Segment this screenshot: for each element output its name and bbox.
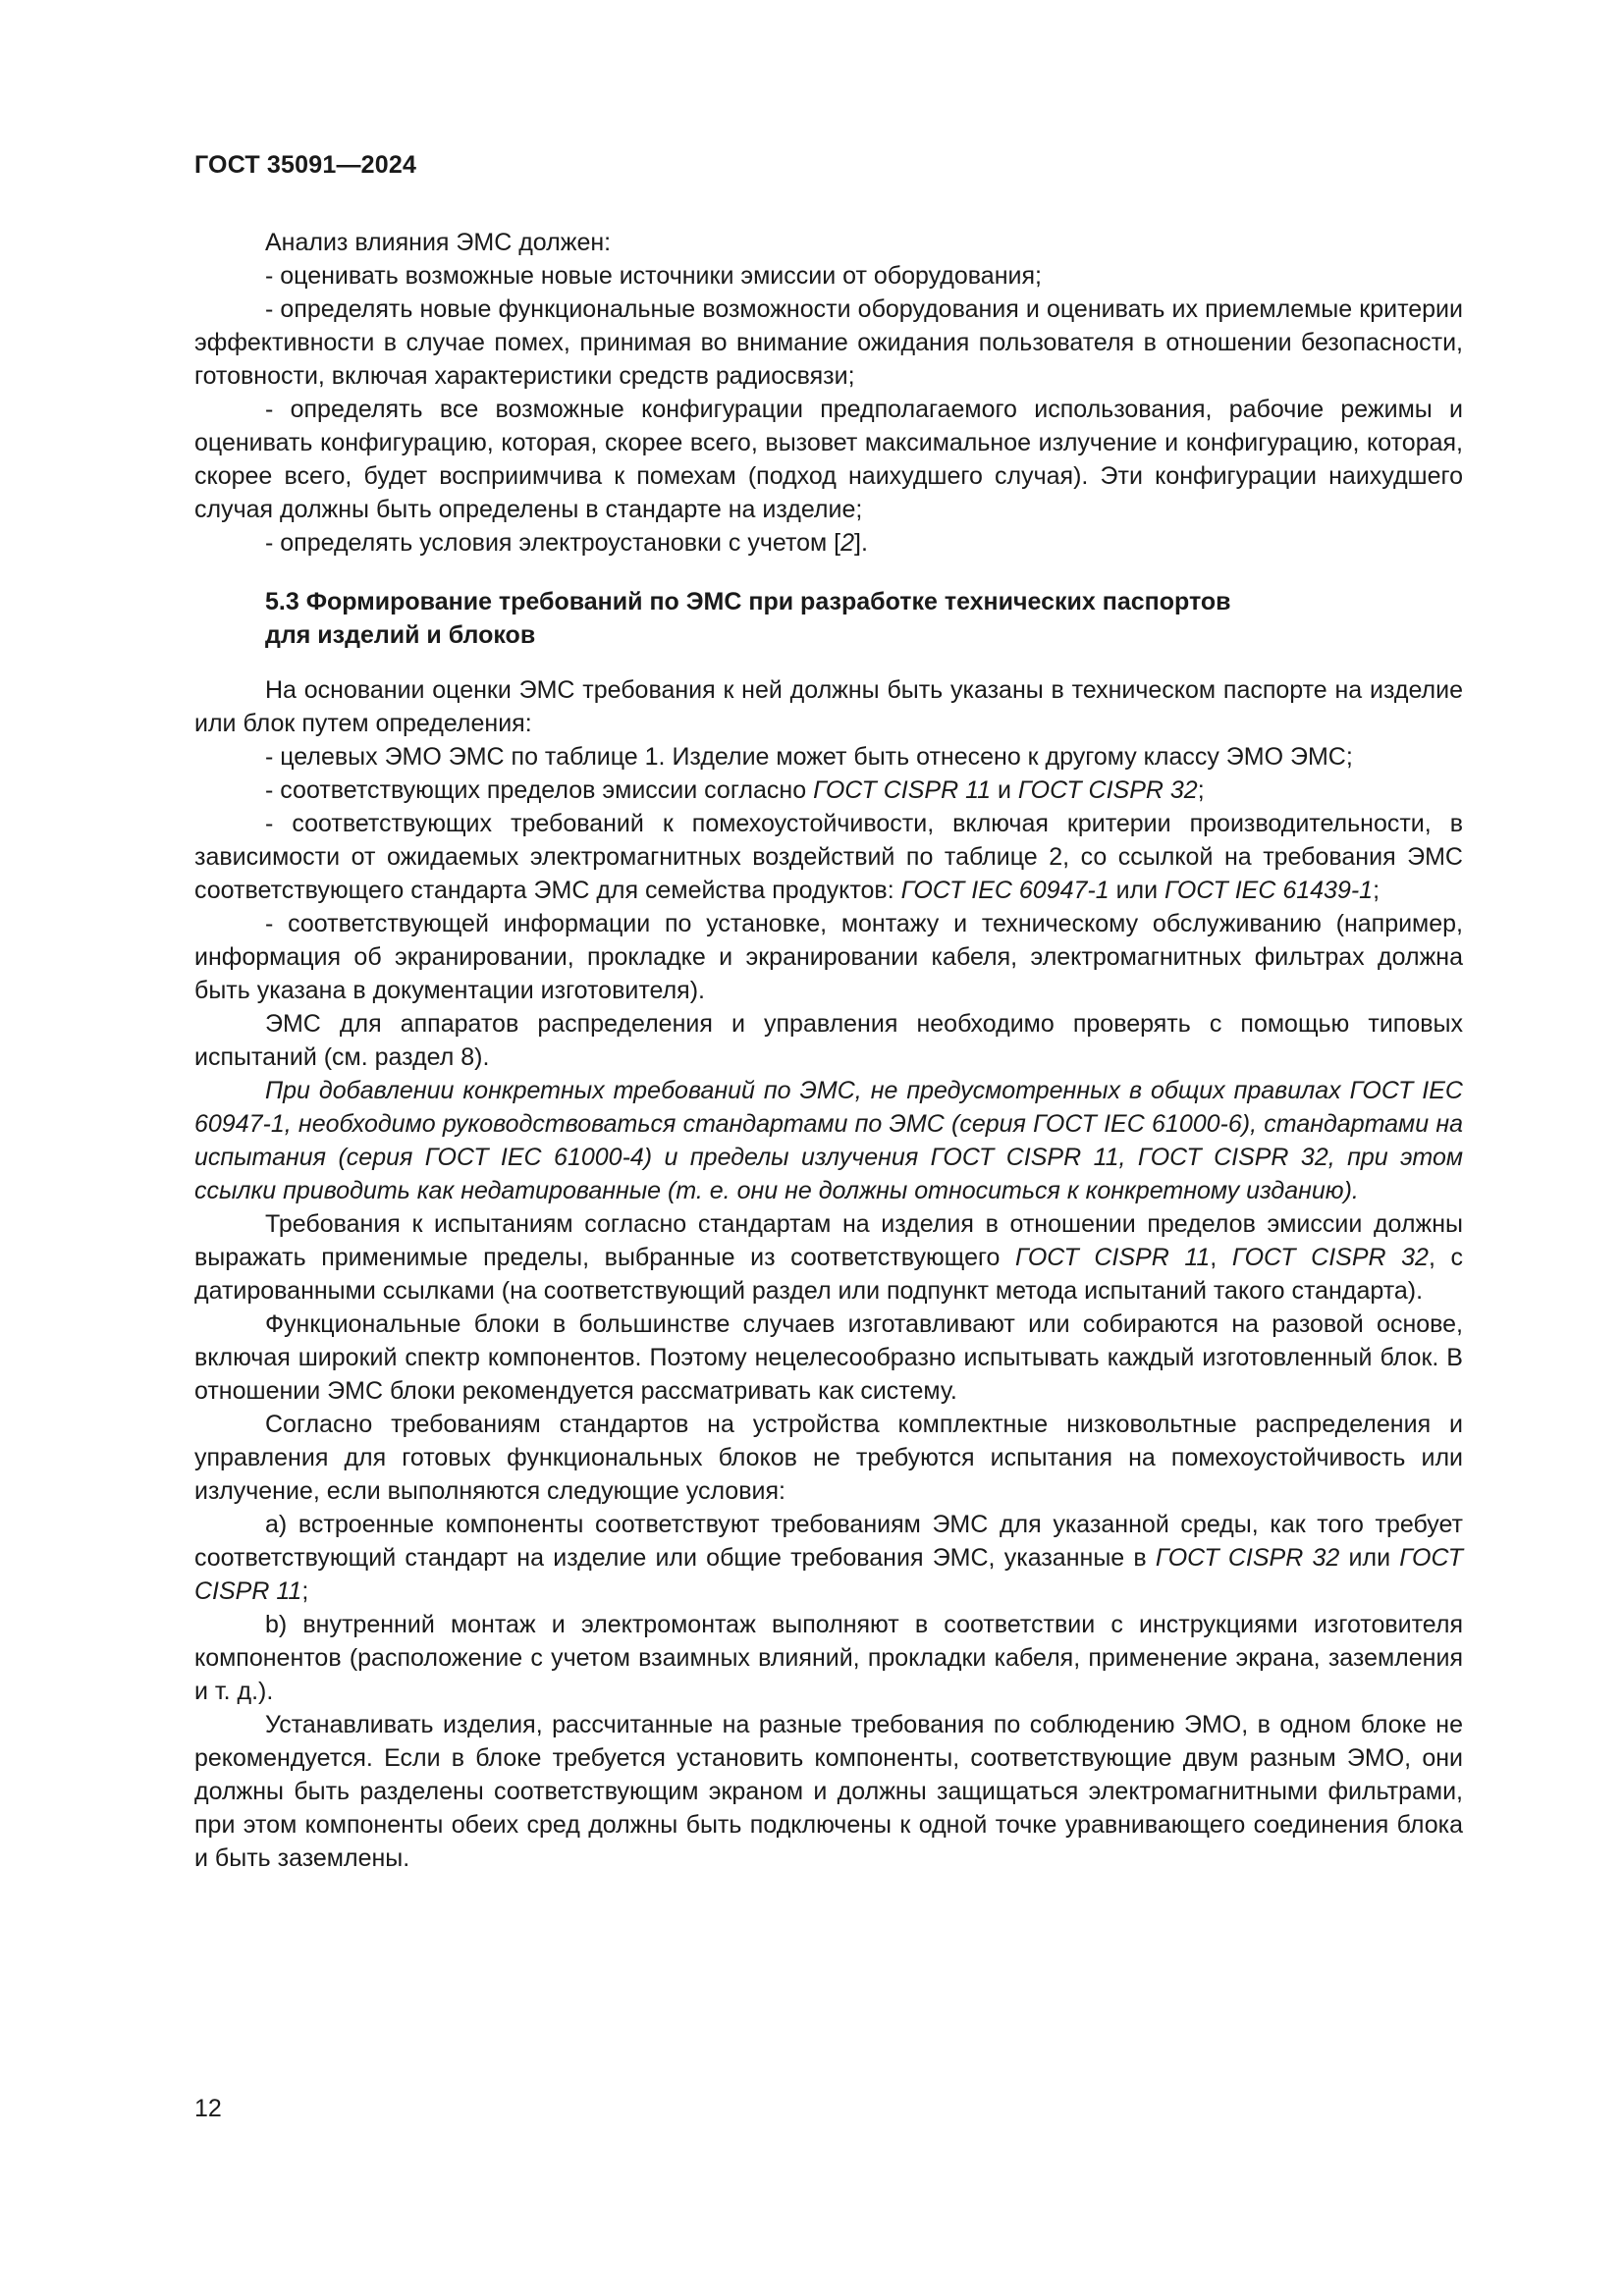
text-span: и [991, 776, 1018, 804]
section-heading-line: для изделий и блоков [265, 621, 536, 649]
paragraph: На основании оценки ЭМС требования к ней должны быть указаны в техническом паспорте на изделие или блок путем определения: [194, 676, 1463, 737]
text-span: или [1339, 1544, 1400, 1572]
list-item: b) внутренний монтаж и электромонтаж выполняют в соответствии с инструкциями изготовителя компонентов (расположение с учетом взаимных влияний, прокладки кабеля, применение экрана, заземления и т. д.). [194, 1611, 1463, 1705]
standard-reference: ГОСТ IEC 60947-1 [900, 877, 1110, 904]
list-item [194, 526, 1463, 560]
document-header: ГОСТ 35091—2024 [194, 151, 417, 179]
reference-number: 2 [840, 529, 855, 557]
text-span: или [1109, 877, 1165, 904]
standard-reference: ГОСТ IEC 61439-1 [1164, 877, 1374, 904]
paragraph: ЭМС для аппаратов распределения и управления необходимо проверять с помощью типовых испытаний (см. раздел 8). [194, 1010, 1463, 1071]
standard-reference: ГОСТ CISPR 11 [194, 1544, 1463, 1605]
list-item: - оценивать возможные новые источники эмиссии от оборудования; [265, 262, 1042, 290]
text-span: - соответствующих пределов эмиссии согласно [265, 776, 814, 804]
italic-note: При добавлении конкретных требований по ЭМС, не предусмотренных в общих правилах ГОСТ IEC 60947-1, необходимо руководствоваться стандартами по ЭМС (серия ГОСТ IEC 61000-6), стандартами на испытания (серия ГОСТ IEC 61000-4) и пределы излучения ГОСТ CISPR 11, ГОСТ CISPR 32, при этом ссылки приводить как недатированные (т. е. они не должны относиться к конкретному изданию). [194, 1077, 1463, 1204]
text-span: Требования к испытаниям согласно стандартам на изделия в отношении пределов эмиссии должны выражать применимые пределы, выбранные из соответствующего [194, 1210, 1463, 1271]
paragraph: Анализ влияния ЭМС должен: [265, 229, 612, 256]
text-span: , с датированными ссылками (на соответствующий раздел или подпункт метода испытаний такого стандарта). [194, 1244, 1463, 1305]
list-item [194, 1508, 1463, 1608]
standard-reference: ГОСТ CISPR 32 [1155, 1544, 1340, 1572]
paragraph: Функциональные блоки в большинстве случаев изготавливают или собираются на разовой основе, включая широкий спектр компонентов. Поэтому нецелесообразно испытывать каждый изготовленный блок. В отношении ЭМС блоки рекомендуется рассматривать как систему. [194, 1310, 1463, 1405]
section-heading [265, 585, 1365, 652]
text-span: a) встроенные компоненты соответствуют требованиям ЭМС для указанной среды, как того требует соответствующий стандарт на изделие или общие требования ЭМС, указанные в [194, 1511, 1463, 1572]
standard-reference: ГОСТ CISPR 32 [1017, 776, 1198, 804]
text-span: ; [1197, 776, 1205, 804]
list-item: - соответствующей информации по установке, монтажу и техническому обслуживанию (например, информация об экранировании, прокладке и экранировании кабеля, электромагнитных фильтрах должна быть указана в документации изготовителя). [194, 910, 1463, 1004]
text-span: ; [301, 1577, 309, 1605]
list-item [194, 807, 1463, 907]
text-span: ]. [854, 529, 868, 557]
section-heading-line: 5.3 Формирование требований по ЭМС при разработке технических паспортов [265, 588, 1231, 615]
text-span: - соответствующих требований к помехоустойчивости, включая критерии производительности, в зависимости от ожидаемых электромагнитных воздействий по таблице 2, со ссылкой на требования ЭМС соответствующего стандарта ЭМС для семейства продуктов: [194, 810, 1463, 904]
list-item: - целевых ЭМО ЭМС по таблице 1. Изделие может быть отнесено к другому классу ЭМО ЭМС; [265, 743, 1353, 771]
standard-reference: ГОСТ CISPR 11 [1015, 1244, 1211, 1271]
paragraph [194, 1207, 1463, 1308]
text-span: , [1210, 1244, 1232, 1271]
standard-reference: ГОСТ CISPR 32 [1231, 1244, 1429, 1271]
page-number: 12 [194, 2095, 222, 2122]
standard-reference: ГОСТ CISPR 11 [813, 776, 992, 804]
list-item: - определять новые функциональные возможности оборудования и оценивать их приемлемые критерии эффективности в случае помех, принимая во внимание ожидания пользователя в отношении безопасности, готовности, включая характеристики средств радиосвязи; [194, 295, 1463, 390]
document-body [194, 226, 1463, 1875]
text-span: ; [1373, 877, 1380, 904]
paragraph: Согласно требованиям стандартов на устройства комплектные низковольтные распределения и управления для готовых функциональных блоков не требуются испытания на помехоустойчивость или излучение, если выполняются следующие условия: [194, 1411, 1463, 1505]
list-item [194, 774, 1463, 807]
paragraph: Устанавливать изделия, рассчитанные на разные требования по соблюдению ЭМО, в одном блоке не рекомендуется. Если в блоке требуется установить компоненты, соответствующие двум разным ЭМО, они должны быть разделены соответствующим экраном и должны защищаться электромагнитными фильтрами, при этом компоненты обеих сред должны быть подключены к одной точке уравнивающего соединения блока и быть заземлены. [194, 1711, 1463, 1872]
text-span: - определять условия электроустановки с учетом [ [265, 529, 841, 557]
list-item: - определять все возможные конфигурации предполагаемого использования, рабочие режимы и оценивать конфигурацию, которая, скорее всего, вызовет максимальное излучение и конфигурацию, которая, скорее всего, будет восприимчива к помехам (подход наихудшего случая). Эти конфигурации наихудшего случая должны быть определены в стандарте на изделие; [194, 396, 1463, 523]
